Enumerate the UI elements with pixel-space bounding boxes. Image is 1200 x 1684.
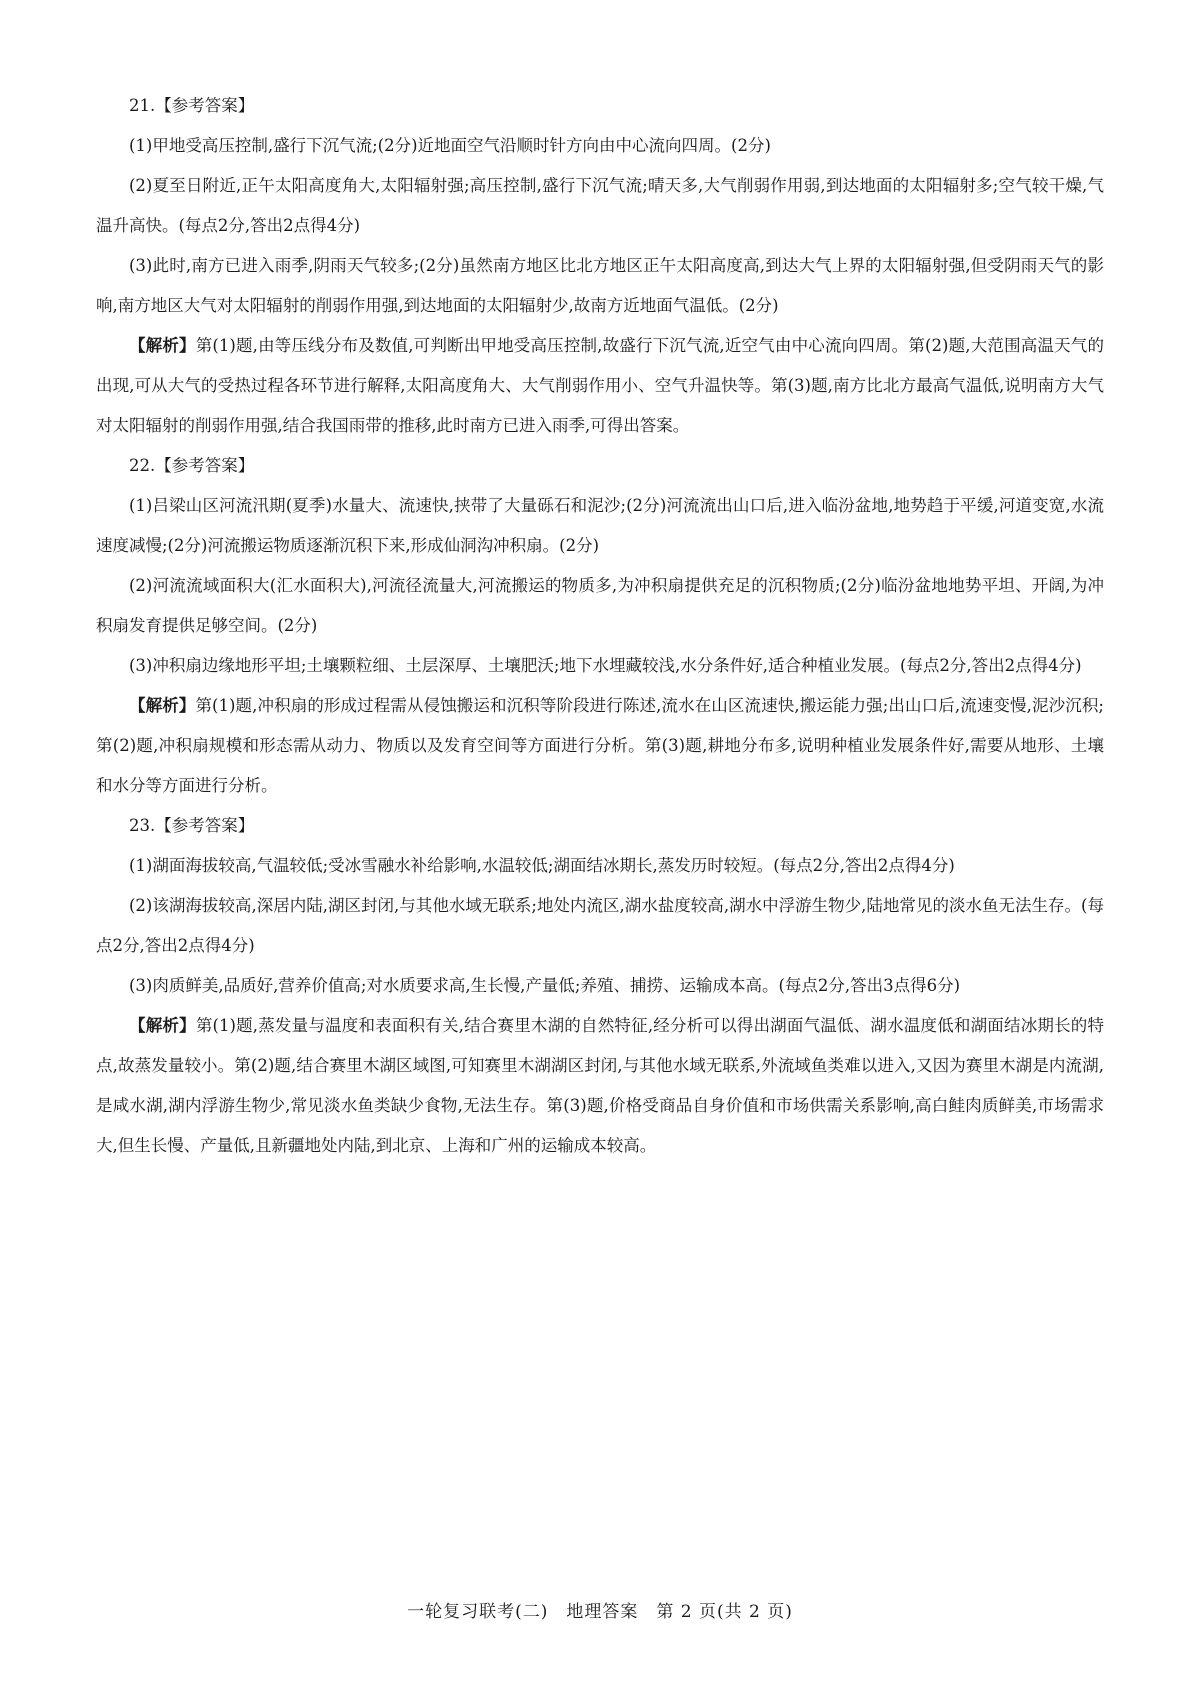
q23-analysis-tag: 【解析】 xyxy=(129,1016,196,1035)
q23-heading: 23.【参考答案】 xyxy=(129,816,255,835)
q21-answer-2: (2)夏至日附近,正午太阳高度角大,太阳辐射强;高压控制,盛行下沉气流;晴天多,大气削弱作用弱,到达地面的太阳辐射多;空气较干燥,气温升高快。(每点2分,答出2点得4分) xyxy=(96,176,1104,235)
q22-analysis xyxy=(96,686,1104,806)
q23-answer-3: (3)肉质鲜美,品质好,营养价值高;对水质要求高,生长慢,产量低;养殖、捕捞、运输成本高。(每点2分,答出3点得6分) xyxy=(129,976,961,995)
q21-analysis-text: 第(1)题,由等压线分布及数值,可判断出甲地受高压控制,故盛行下沉气流,近空气由中心流向四周。第(2)题,大范围高温天气的出现,可从大气的受热过程各环节进行解释,太阳高度角大、大气削弱作用小、空气升温快等。第(3)题,南方比北方最高气温低,说明南方大气对太阳辐射的削弱作用强,结合我国雨带的推移,此时南方已进入雨季,可得出答案。 xyxy=(96,336,1104,435)
q22-answer-2: (2)河流流域面积大(汇水面积大),河流径流量大,河流搬运的物质多,为冲积扇提供充足的沉积物质;(2分)临汾盆地地势平坦、开阔,为冲积扇发育提供足够空间。(2分) xyxy=(96,576,1104,635)
q22-analysis-text: 第(1)题,冲积扇的形成过程需从侵蚀搬运和沉积等阶段进行陈述,流水在山区流速快,搬运能力强;出山口后,流速变慢,泥沙沉积;第(2)题,冲积扇规模和形态需从动力、物质以及发育空间等方面进行分析。第(3)题,耕地分布多,说明种植业发展条件好,需要从地形、土壤和水分等方面进行分析。 xyxy=(96,696,1104,795)
q21-analysis xyxy=(96,326,1104,446)
q21-heading: 21.【参考答案】 xyxy=(129,96,255,115)
q21-answer-1: (1)甲地受高压控制,盛行下沉气流;(2分)近地面空气沿顺时针方向由中心流向四周。(2分) xyxy=(129,136,771,155)
q22-analysis-tag: 【解析】 xyxy=(129,696,196,715)
page-footer: 一轮复习联考(二) 地理答案 第 2 页(共 2 页) xyxy=(407,1602,793,1622)
q22-heading: 22.【参考答案】 xyxy=(129,456,255,475)
q23-analysis-text: 第(1)题,蒸发量与温度和表面积有关,结合赛里木湖的自然特征,经分析可以得出湖面气温低、湖水温度低和湖面结冰期长的特点,故蒸发量较小。第(2)题,结合赛里木湖区域图,可知赛里木湖湖区封闭,与其他水域无联系,外流域鱼类难以进入,又因为赛里木湖是内流湖,是咸水湖,湖内浮游生物少,常见淡水鱼类缺少食物,无法生存。第(3)题,价格受商品自身价值和市场供需关系影响,高白鲑肉质鲜美,市场需求大,但生长慢、产量低,且新疆地处内陆,到北京、上海和广州的运输成本较高。 xyxy=(96,1016,1105,1155)
question-21 xyxy=(96,86,1104,446)
question-23 xyxy=(96,806,1104,1166)
question-22 xyxy=(96,446,1104,806)
q21-analysis-tag: 【解析】 xyxy=(129,336,196,355)
answer-page xyxy=(96,86,1104,1166)
q23-answer-2: (2)该湖海拔较高,深居内陆,湖区封闭,与其他水域无联系;地处内流区,湖水盐度较高,湖水中浮游生物少,陆地常见的淡水鱼无法生存。(每点2分,答出2点得4分) xyxy=(96,896,1104,955)
q23-answer-1: (1)湖面海拔较高,气温较低;受冰雪融水补给影响,水温较低;湖面结冰期长,蒸发历时较短。(每点2分,答出2点得4分) xyxy=(129,856,955,875)
q22-answer-3: (3)冲积扇边缘地形平坦;土壤颗粒细、土层深厚、土壤肥沃;地下水埋藏较浅,水分条件好,适合种植业发展。(每点2分,答出2点得4分) xyxy=(129,656,1082,675)
q23-analysis xyxy=(96,1006,1104,1166)
q22-answer-1: (1)吕梁山区河流汛期(夏季)水量大、流速快,挟带了大量砾石和泥沙;(2分)河流流出山口后,进入临汾盆地,地势趋于平缓,河道变宽,水流速度减慢;(2分)河流搬运物质逐渐沉积下来,形成仙洞沟冲积扇。(2分) xyxy=(96,496,1104,555)
q21-answer-3: (3)此时,南方已进入雨季,阴雨天气较多;(2分)虽然南方地区比北方地区正午太阳高度高,到达大气上界的太阳辐射强,但受阴雨天气的影响,南方地区大气对太阳辐射的削弱作用强,到达地面的太阳辐射少,故南方近地面气温低。(2分) xyxy=(96,256,1104,315)
